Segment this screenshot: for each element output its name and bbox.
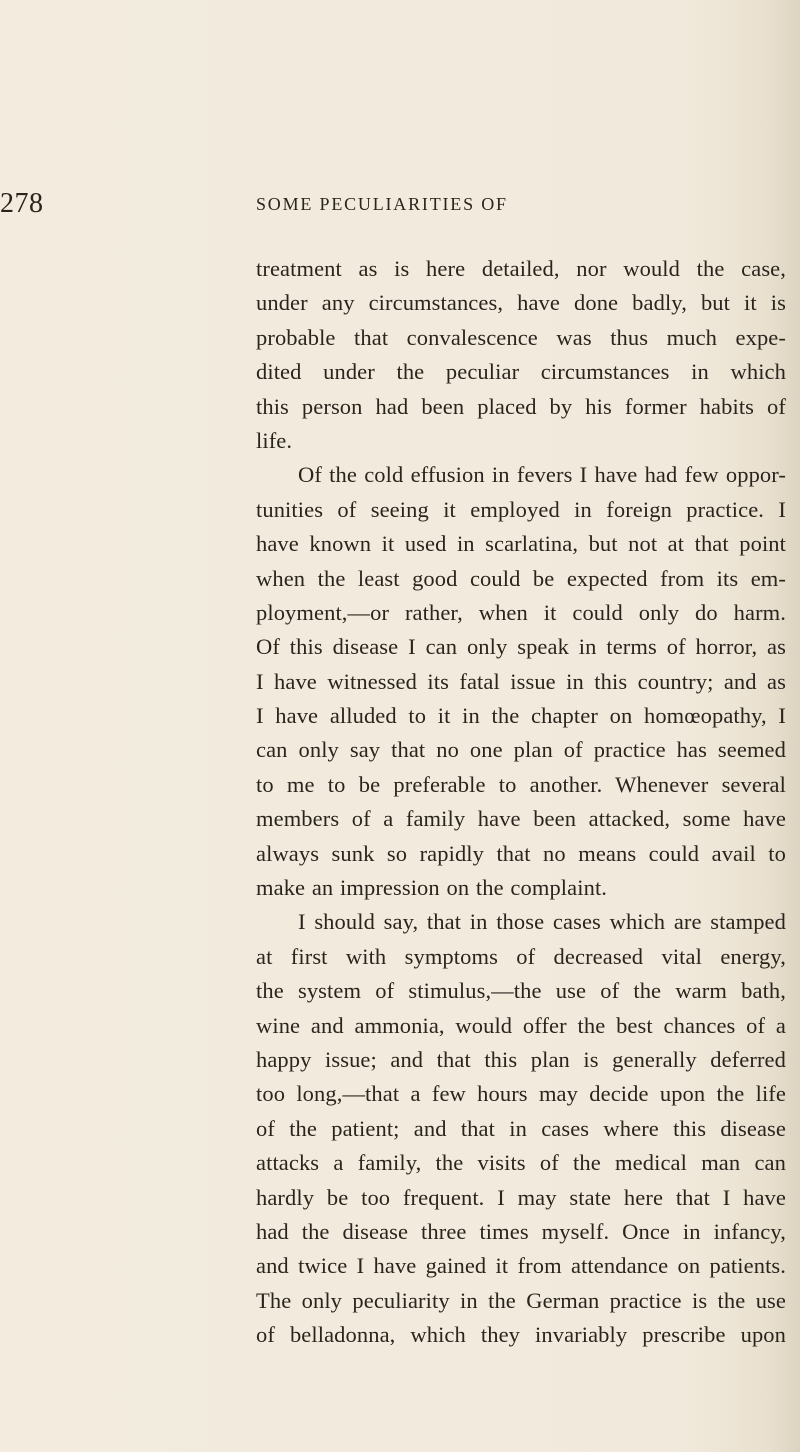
text-line: hardly be too frequent. I may state here that I have	[256, 1184, 786, 1210]
text-line: the system of stimulus,—the use of the warm bath,	[256, 978, 786, 1004]
running-head: SOME PECULIARITIES OF	[256, 193, 508, 214]
text-line: can only say that no one plan of practice has seemed	[256, 737, 786, 763]
text-line: and twice I have gained it from attendance on patients.	[256, 1253, 786, 1279]
text-line: ployment,—or rather, when it could only do harm.	[256, 599, 786, 625]
text-line: of the patient; and that in cases where this disease	[256, 1115, 786, 1141]
text-line: probable that convalescence was thus much expe-	[256, 324, 786, 350]
text-line: Of the cold effusion in fevers I have had few oppor-	[298, 462, 786, 488]
page-header	[0, 188, 648, 220]
text-line: happy issue; and that this plan is generally deferred	[256, 1046, 786, 1072]
text-line: to me to be preferable to another. Whenever several	[256, 771, 786, 797]
text-line: members of a family have been attacked, some have	[256, 806, 786, 832]
text-line: make an impression on the complaint.	[256, 875, 608, 901]
text-line: life.	[256, 427, 293, 453]
text-line: I have witnessed its fatal issue in this country; and as	[256, 668, 786, 694]
text-line: The only peculiarity in the German practice is the use	[256, 1287, 786, 1313]
text-line: attacks a family, the visits of the medical man can	[256, 1150, 786, 1176]
text-line: have known it used in scarlatina, but not at that point	[256, 531, 786, 557]
page-number: 278	[0, 188, 44, 219]
text-line: had the disease three times myself. Once in infancy,	[256, 1218, 786, 1244]
text-line: tunities of seeing it employed in foreign practice. I	[256, 496, 786, 522]
text-line: under any circumstances, have done badly, but it is	[256, 290, 786, 316]
text-line: I should say, that in those cases which are stamped	[298, 909, 786, 935]
body-text	[256, 252, 786, 1353]
text-line: this person had been placed by his former habits of	[256, 393, 786, 419]
text-line: wine and ammonia, would offer the best chances of a	[256, 1012, 786, 1038]
text-line: too long,—that a few hours may decide upon the life	[256, 1081, 786, 1107]
text-line: treatment as is here detailed, nor would the case,	[256, 256, 786, 281]
text-line: of belladonna, which they invariably prescribe upon	[256, 1322, 786, 1348]
text-line: I have alluded to it in the chapter on homœopathy, I	[256, 703, 786, 729]
text-line: always sunk so rapidly that no means could avail to	[256, 840, 786, 866]
text-line: Of this disease I can only speak in terms of horror, as	[256, 634, 786, 660]
text-line: dited under the peculiar circumstances in which	[256, 359, 786, 385]
text-line: when the least good could be expected from its em-	[256, 565, 786, 591]
text-line: at first with symptoms of decreased vital energy,	[256, 943, 786, 969]
